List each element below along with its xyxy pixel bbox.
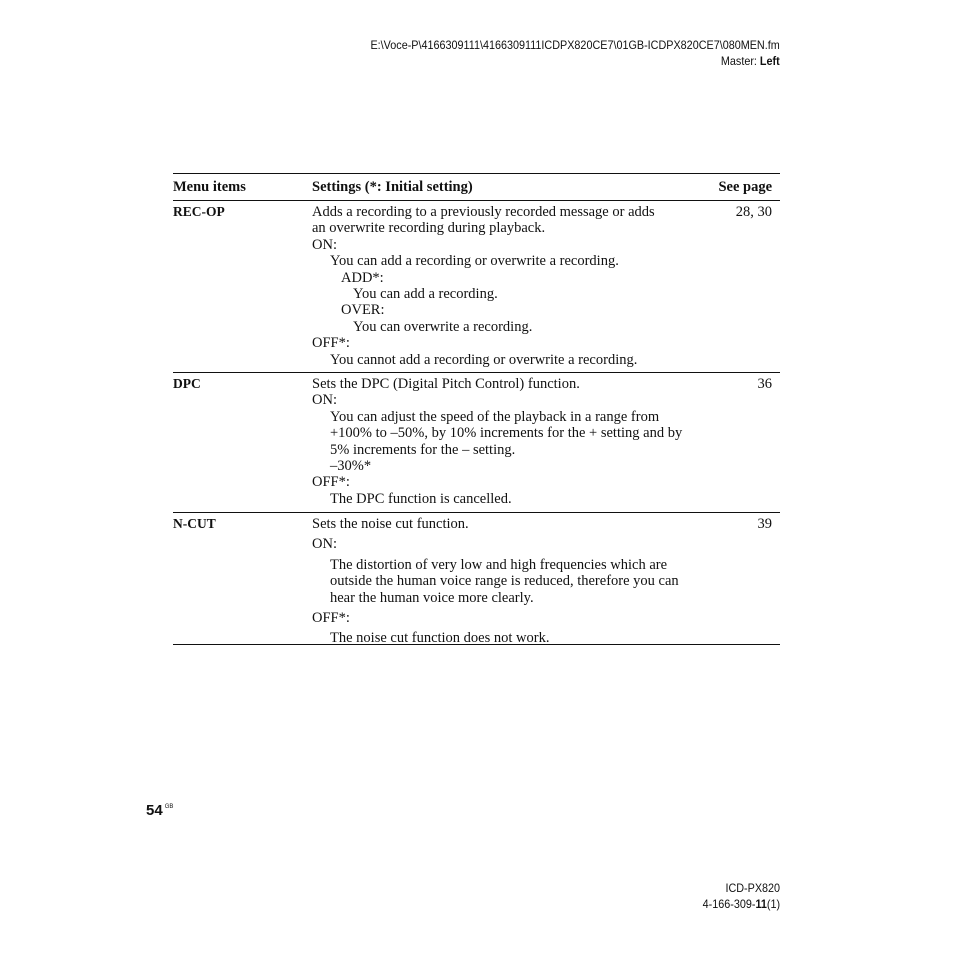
settings-line: OVER: xyxy=(341,302,385,319)
settings-line: –30%* xyxy=(330,458,372,475)
table-row xyxy=(173,373,780,513)
menu-item-dpc: DPC xyxy=(173,376,201,391)
settings-line: ON: xyxy=(312,392,337,409)
part-code-suffix: (1) xyxy=(766,897,780,911)
settings-line: You can add a recording. xyxy=(353,286,498,303)
settings-line: OFF*: xyxy=(312,335,350,352)
file-header xyxy=(371,37,780,69)
menu-settings-table xyxy=(173,173,780,645)
settings-line: OFF*: xyxy=(312,474,350,491)
model-name: ICD-PX820 xyxy=(725,881,780,895)
settings-line: You cannot add a recording or overwrite a recording. xyxy=(330,351,638,368)
settings-line: 5% increments for the – setting. xyxy=(330,441,516,458)
table-header-row xyxy=(173,174,780,201)
column-header-settings: Settings (*: Initial setting) xyxy=(312,179,473,195)
settings-line: Sets the noise cut function. xyxy=(312,516,469,532)
settings-line: You can overwrite a recording. xyxy=(353,318,533,335)
settings-cell xyxy=(312,204,712,368)
see-page-cell: 39 xyxy=(757,516,772,532)
master-label: Master: xyxy=(721,54,761,68)
part-code-bold: 11 xyxy=(755,897,767,911)
page-number-value: 54 xyxy=(146,802,163,819)
settings-line: ON: xyxy=(312,536,337,553)
settings-line: You can add a recording or overwrite a recording. xyxy=(330,253,619,270)
settings-line: You can adjust the speed of the playback in a range from xyxy=(330,408,660,425)
settings-line: The distortion of very low and high frequencies which are xyxy=(330,556,668,573)
menu-item-rec-op: REC-OP xyxy=(173,204,225,219)
settings-line: outside the human voice range is reduced, therefore you can xyxy=(330,573,679,590)
settings-line: OFF*: xyxy=(312,610,350,627)
see-page-cell: 28, 30 xyxy=(735,204,772,220)
settings-line: ON: xyxy=(312,236,337,253)
column-header-see-page: See page xyxy=(718,179,772,195)
menu-item-n-cut: N-CUT xyxy=(173,516,216,531)
footer xyxy=(703,880,780,912)
settings-line: Adds a recording to a previously recorded message or adds xyxy=(312,204,655,220)
settings-cell xyxy=(312,516,712,647)
part-code-prefix: 4-166-309- xyxy=(702,897,756,911)
settings-line: hear the human voice more clearly. xyxy=(330,589,534,606)
settings-line: The DPC function is cancelled. xyxy=(330,490,512,507)
master-line xyxy=(371,53,780,69)
table-row xyxy=(173,513,780,645)
page-number-suffix: GB xyxy=(164,804,174,810)
settings-line: an overwrite recording during playback. xyxy=(312,220,546,237)
settings-cell xyxy=(312,376,712,507)
see-page-cell: 36 xyxy=(757,376,772,392)
master-value: Left xyxy=(760,54,780,68)
page-number xyxy=(146,802,173,819)
settings-line: +100% to –50%, by 10% increments for the + setting and by xyxy=(330,425,683,442)
part-code xyxy=(703,896,780,912)
column-header-menu-items: Menu items xyxy=(173,179,246,195)
settings-line: ADD*: xyxy=(341,269,384,286)
file-path: E:\Voce-P\4166309111\4166309111ICDPX820CE7\01GB-ICDPX820CE7\080MEN.fm xyxy=(370,38,780,52)
settings-line: The noise cut function does not work. xyxy=(330,630,550,647)
table-row xyxy=(173,201,780,373)
settings-line: Sets the DPC (Digital Pitch Control) function. xyxy=(312,376,580,392)
